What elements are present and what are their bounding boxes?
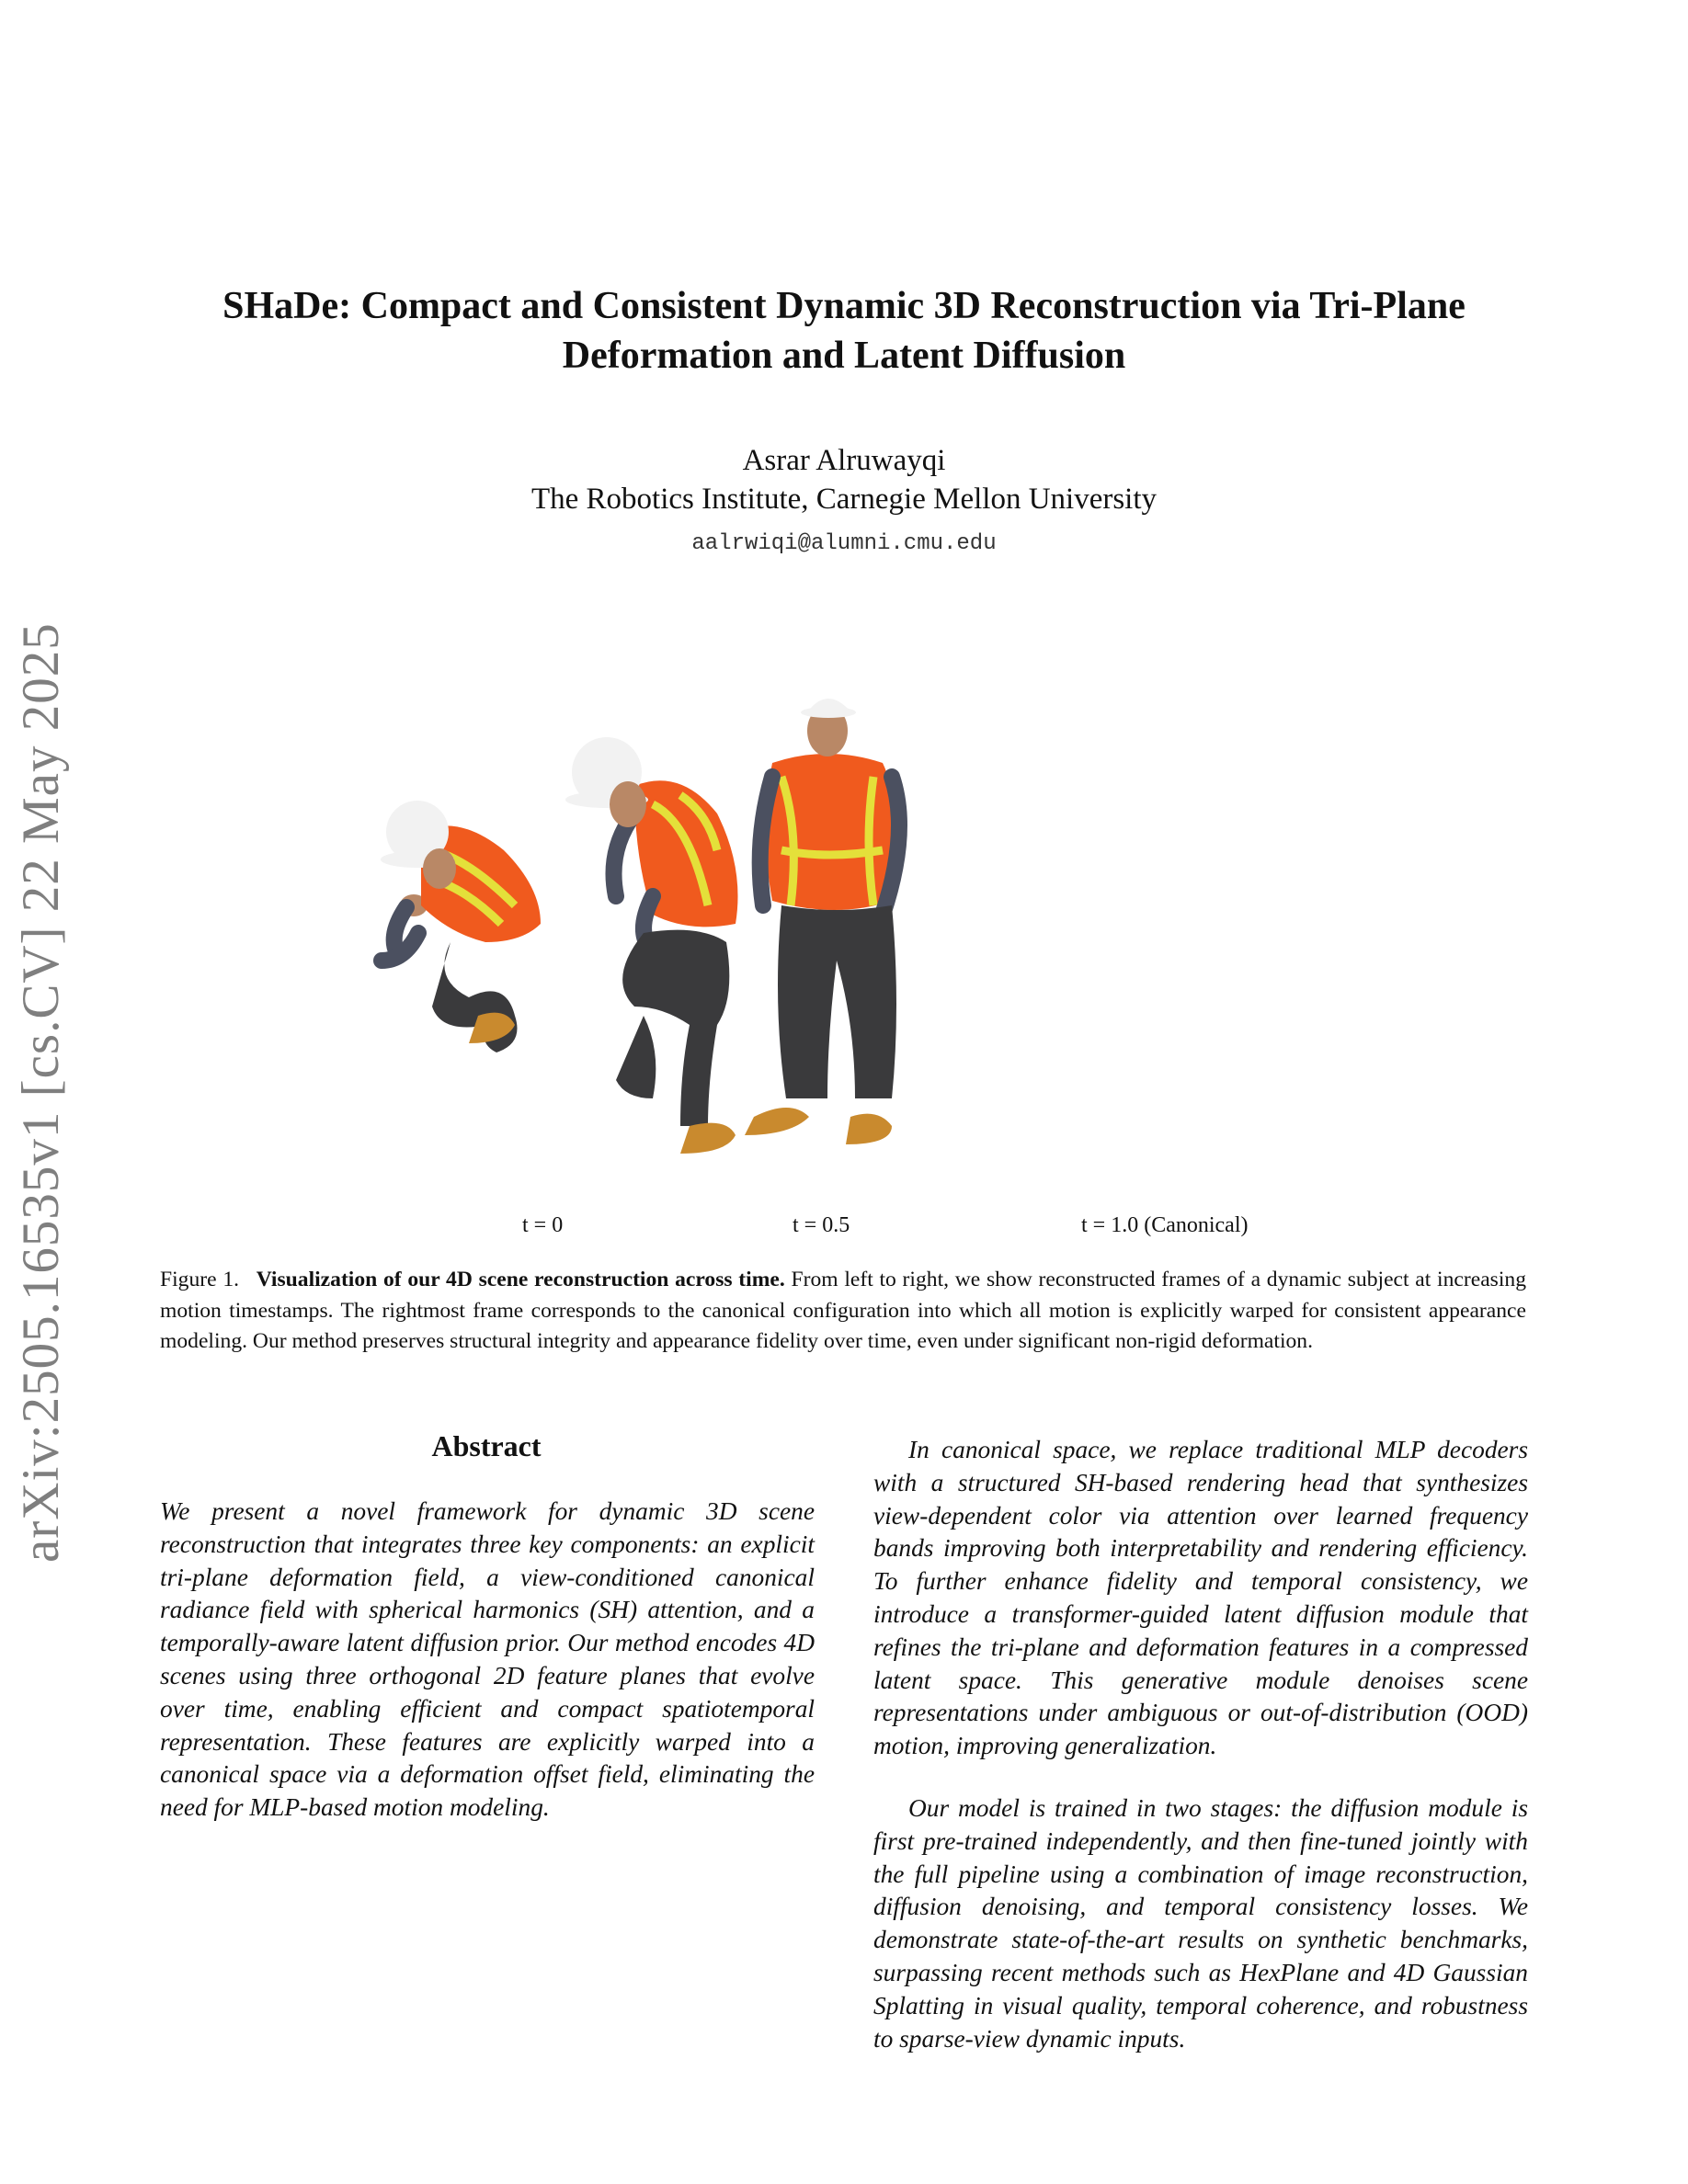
abstract-heading: Abstract	[431, 1429, 542, 1462]
caption-bold-title: Visualization of our 4D scene reconstruction across time.	[256, 1268, 785, 1291]
author-affiliation: The Robotics Institute, Carnegie Mellon University	[530, 483, 1158, 516]
worker-figure-crouch	[381, 801, 541, 1052]
author-name: Asrar Alruwayqi	[742, 444, 946, 477]
figure-illustration	[349, 685, 1342, 1200]
arxiv-identifier: arXiv:2505.16535v1 [cs.CV] 22 May 2025	[12, 622, 70, 1563]
paper-title: SHaDe: Compact and Consistent Dynamic 3D Reconstruction via Tri-Plane Deformation and Latent Diffusion	[222, 285, 1466, 377]
caption-figure-number: Figure 1.	[160, 1268, 240, 1291]
figure-caption	[160, 1265, 1526, 1358]
time-label-0: t = 0	[522, 1213, 564, 1237]
worker-figure-standing	[745, 699, 899, 1144]
abstract-paragraph-3: Our model is trained in two stages: the diffusion module is first pre-trained independently, and then fine-tuned jointly with the full pipeline using a combination of image reconstruction, diffusion denoising, and temporal consistency losses. We demonstrate state-of-the-art results on synthetic benchmarks, surpassing recent methods such as HexPlane and 4D Gaussian Splatting in visual quality, temporal coherence, and robustness to sparse-view dynamic inputs.	[873, 1793, 1528, 2053]
worker-figure-mid	[565, 737, 738, 1154]
author-email[interactable]: aalrwiqi@alumni.cmu.edu	[691, 531, 997, 556]
abstract-column-right	[873, 1434, 1528, 2055]
time-label-canonical: t = 1.0 (Canonical)	[1081, 1213, 1249, 1237]
time-label-0-5: t = 0.5	[793, 1213, 850, 1237]
abstract-paragraph-1: We present a novel framework for dynamic 3D scene reconstruction that integrates three key components: an explicit tri-plane deformation field, a view-conditioned canonical radiance field with spherical harmonics (SH) attention, and a temporally-aware latent diffusion prior. Our method encodes 4D scenes using three orthogonal 2D feature planes that evolve over time, enabling efficient and compact spatiotemporal representation. These features are explicitly warped into a canonical space via a deformation offset field, eliminating the need for MLP-based motion modeling.	[160, 1497, 815, 1822]
abstract-paragraph-2: In canonical space, we replace traditional MLP decoders with a structured SH-based rendering head that synthesizes view-dependent color via attention over learned frequency bands improving both interpretability and rendering efficiency. To further enhance fidelity and temporal consistency, we introduce a transformer-guided latent diffusion module that refines the tri-plane and deformation features in a compressed latent space. This generative module denoises scene representations under ambiguous or out-of-distribution (OOD) motion, improving generalization.	[873, 1436, 1528, 1760]
caption-text: From left to right, we show reconstructed frames of a dynamic subject at increasing motion timestamps. The rightmost frame corresponds to the canonical configuration into which all motion is explicitly warped for consistent appearance modeling. Our method preserves structural integrity and appearance fidelity over time, even under significant non-rigid deformation.	[160, 1268, 1526, 1353]
figure-svg	[349, 685, 1342, 1200]
abstract-column-left	[160, 1496, 815, 1825]
